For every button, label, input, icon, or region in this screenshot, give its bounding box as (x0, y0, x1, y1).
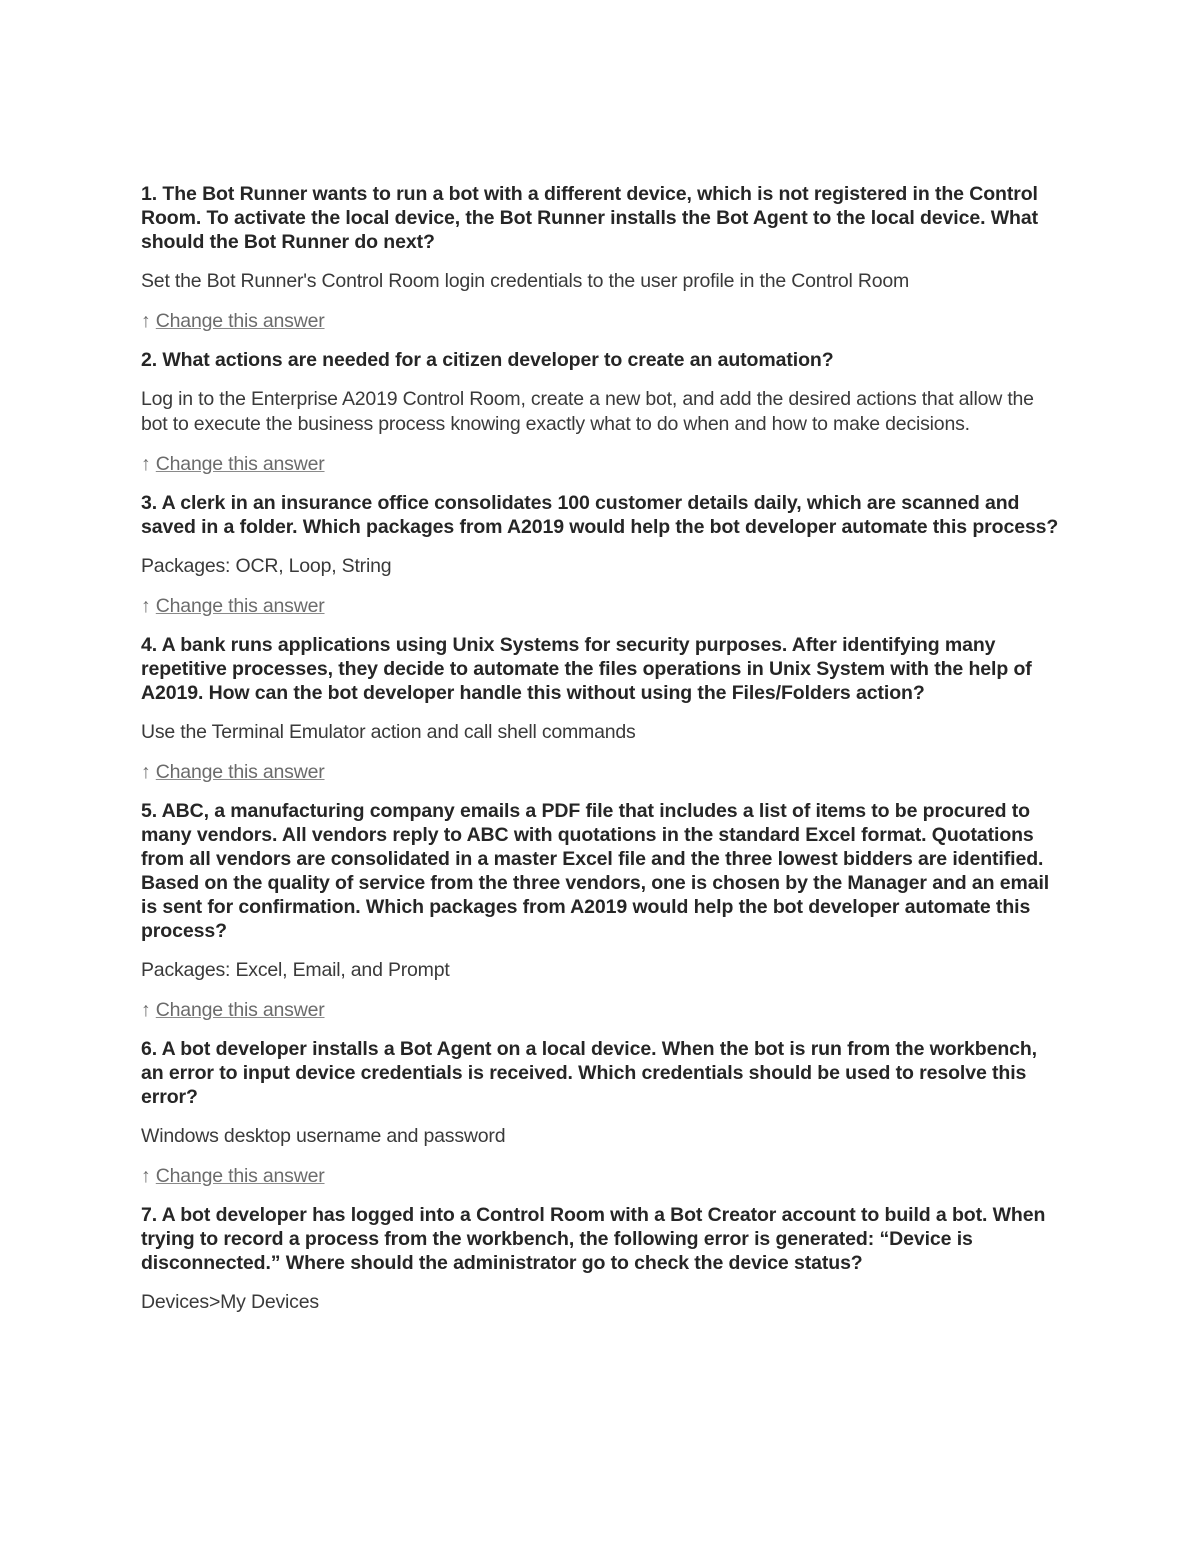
change-answer-link-3[interactable] (141, 594, 325, 619)
up-arrow-icon: ↑ (141, 310, 151, 332)
answer-3: Packages: OCR, Loop, String (141, 555, 392, 577)
change-answer-label: Change this answer (155, 595, 325, 617)
question-4: 4. A bank runs applications using Unix Systems for security purposes. After identifying many repetitive processes, they decide to automate the files operations in Unix System with the help of A2019. How can the bot developer handle this without using the Files/Folders action? (141, 634, 1032, 704)
change-answer-label: Change this answer (155, 453, 325, 475)
qa-item-7 (141, 1203, 1061, 1315)
change-answer-link-5[interactable] (141, 998, 325, 1023)
qa-document (141, 182, 1061, 1315)
question-3: 3. A clerk in an insurance office consolidates 100 customer details daily, which are scanned and saved in a folder. Which packages from A2019 would help the bot developer automate this process? (141, 492, 1059, 538)
change-answer-link-4[interactable] (141, 760, 325, 785)
qa-item-3 (141, 491, 1061, 619)
change-answer-label: Change this answer (155, 761, 325, 783)
up-arrow-icon: ↑ (141, 999, 151, 1021)
up-arrow-icon: ↑ (141, 761, 151, 783)
qa-item-4 (141, 633, 1061, 785)
up-arrow-icon: ↑ (141, 1165, 151, 1187)
change-answer-label: Change this answer (155, 999, 325, 1021)
qa-item-1 (141, 182, 1061, 334)
change-answer-link-2[interactable] (141, 452, 325, 477)
qa-item-6 (141, 1037, 1061, 1189)
question-7: 7. A bot developer has logged into a Control Room with a Bot Creator account to build a bot. When trying to record a process from the workbench, the following error is generated: “Device is disconnected.” Where should the administrator go to check the device status? (141, 1204, 1046, 1274)
answer-6: Windows desktop username and password (141, 1125, 506, 1147)
change-answer-label: Change this answer (155, 310, 325, 332)
up-arrow-icon: ↑ (141, 595, 151, 617)
answer-1: Set the Bot Runner's Control Room login credentials to the user profile in the Control Room (141, 270, 910, 292)
up-arrow-icon: ↑ (141, 453, 151, 475)
change-answer-label: Change this answer (155, 1165, 325, 1187)
question-2: 2. What actions are needed for a citizen developer to create an automation? (141, 349, 834, 371)
answer-4: Use the Terminal Emulator action and call shell commands (141, 721, 636, 743)
question-5: 5. ABC, a manufacturing company emails a PDF file that includes a list of items to be procured to many vendors. All vendors reply to ABC with quotations in the standard Excel format. Quotations from all vendors are consolidated in a master Excel file and the three lowest bidders are identified. Based on the quality of service from the three vendors, one is chosen by the Manager and an email is sent for confirmation. Which packages from A2019 would help the bot developer automate this process? (141, 800, 1050, 942)
answer-5: Packages: Excel, Email, and Prompt (141, 959, 450, 981)
change-answer-link-6[interactable] (141, 1164, 325, 1189)
qa-item-5 (141, 799, 1061, 1023)
answer-2: Log in to the Enterprise A2019 Control Room, create a new bot, and add the desired actions that allow the bot to execute the business process knowing exactly what to do when and how to make decisions. (141, 388, 1034, 435)
question-6: 6. A bot developer installs a Bot Agent on a local device. When the bot is run from the workbench, an error to input device credentials is received. Which credentials should be used to resolve this error? (141, 1038, 1037, 1108)
change-answer-link-1[interactable] (141, 309, 325, 334)
qa-item-2 (141, 348, 1061, 477)
answer-7: Devices>My Devices (141, 1291, 319, 1313)
question-1: 1. The Bot Runner wants to run a bot with a different device, which is not registered in the Control Room. To activate the local device, the Bot Runner installs the Bot Agent to the local device. What should the Bot Runner do next? (141, 183, 1038, 253)
